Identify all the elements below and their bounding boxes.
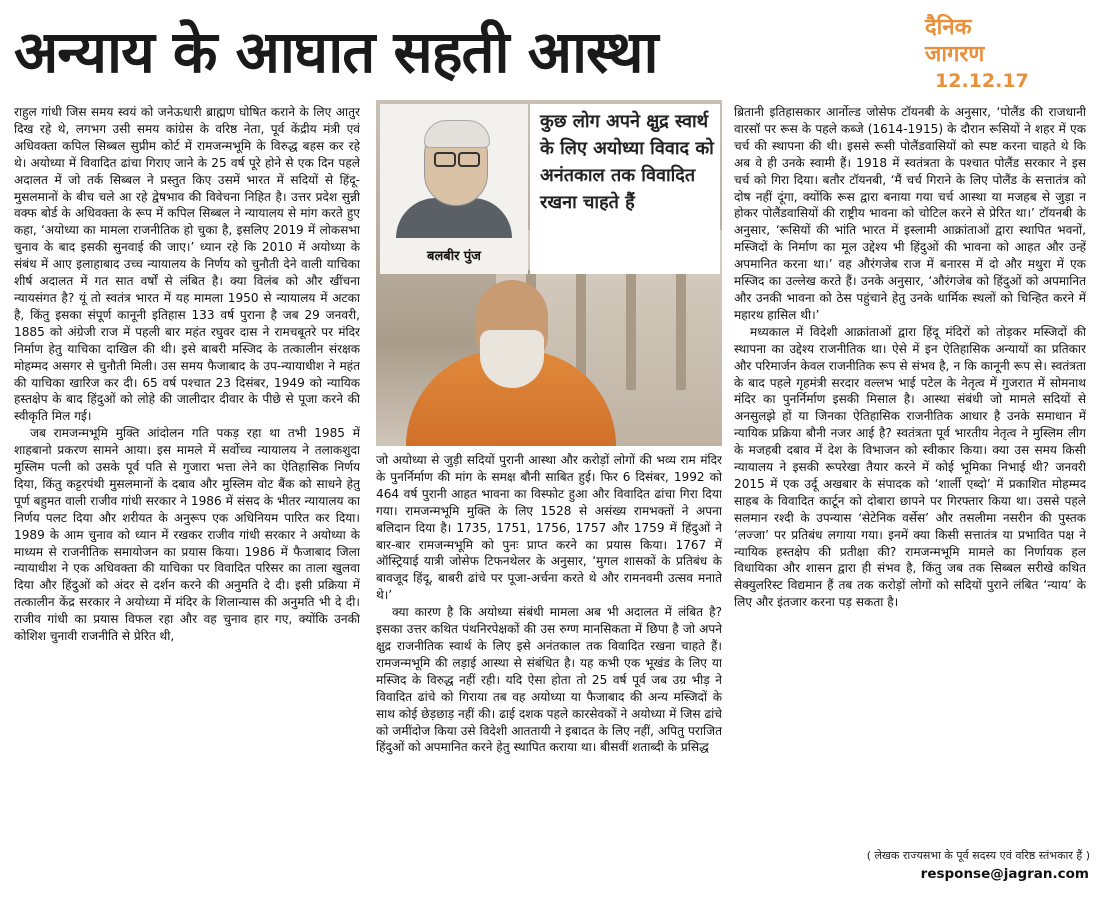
article-column-1 — [14, 104, 360, 890]
glasses-icon — [434, 152, 456, 167]
saffron-robed-man — [406, 280, 616, 446]
author-portrait — [380, 104, 528, 274]
paper-name-line1: दैनिक — [925, 15, 972, 40]
article-headline: अन्याय के आघात सहती आस्था — [14, 18, 658, 86]
author-photo — [396, 116, 512, 236]
author-name: बलबीर पुंज — [427, 249, 481, 264]
paragraph: क्या कारण है कि अयोध्या संबंधी मामला अब भी अदालत में लंबित है? इसका उत्तर कथित पंथनिरपेक्षकों की उस रुग्ण मानसिकता में छिपा है जो अपने क्षुद्र राजनीतिक स्वार्थ के लिए इसे अनंतकाल तक विवादित रखना चाहते हैं। रामजन्मभूमि की लड़ाई आस्था से संबंधित है। यह कभी एक भूखंड के लिए या मस्जिद के विरुद्ध नहीं रही। यदि ऐसा होता तो 25 वर्ष पूर्व जब उग्र भीड़ ने विवादित ढांचे को गिराया तब वह अयोध्या या फैजाबाद की अन्य मस्जिदों के साथ कोई छेड़छाड़ नहीं की। ढाई दशक पहले कारसेवकों ने अयोध्या में जिस ढांचे को जमींदोज किया उसे विदेशी आततायी ने इबादत के लिए नहीं, अपितु पराजित हिंदुओं को अपमानित करने हेतु स्थापित कराया था। बीसवीं शताब्दी के प्रसिद्ध — [376, 605, 722, 755]
hair — [424, 120, 490, 148]
paper-name-line2: जागरण — [925, 42, 985, 67]
paragraph: मध्यकाल में विदेशी आक्रांताओं द्वारा हिंदू मंदिरों को तोड़कर मस्जिदों की स्थापना का उद्देश्य राजनीतिक था। ऐसे में इन ऐतिहासिक अन्यायों का प्रतिकार और परिमार्जन केवल राजनीतिक रूप से संभव है, न कि कानूनी रूप से। स्वतंत्रता के बाद पहले गृहमंत्री सरदार वल्लभ भाई पटेल के नेतृत्व में गुजरात में सोमनाथ मंदिर का पुनर्निर्माण इसकी मिसाल है। आस्था संबंधी जो मामले सदियों से अनसुलझे हों या जिनका ऐतिहासिक राजनीतिक आधार है उनके समाधान में न्यायिक प्रक्रिया बौनी नजर आई है? स्वतंत्रता पूर्व भारतीय नेतृत्व ने मुस्लिम लीग के मजहबी दबाव में देश के विभाजन को स्वीकार किया। क्या उस समय किसी न्यायालय ने इसकी रूपरेखा तैयार करने में कोई भूमिका निभाई थी? जनवरी 2015 में एक उर्दू अखबार के संपादक को ‘शार्ली एब्दो’ में प्रकाशित मोहम्मद साहब के विवादित कार्टून को दोबारा छापने पर गिरफ्तार किया था। उससे पहले सलमान रश्दी के उपन्यास ‘सेटेनिक वर्सेस’ और तसलीमा नसरीन की पुस्तक ‘लज्जा’ पर प्रतिबंध लगाया गया। इनमें क्या किसी सत्तातंत्र या प्रभावित पक्ष ने न्यायिक हस्तक्षेप की प्रतीक्षा की? रामजन्मभूमि मामले का निर्णायक हल विधायिका और शासन द्वारा ही संभव है, किंतु जब तक सिब्बल सरीखे कथित सेक्युलरिस्ट विद्यमान हैं तब तक करोड़ों लोगों को सदियों पुराने लंबित ‘न्याय’ के लिए और इंतजार करना पड़ सकता है। — [734, 324, 1086, 610]
response-email[interactable]: response@jagran.com — [920, 866, 1089, 882]
article-column-2 — [376, 452, 722, 892]
building-pillar — [626, 270, 636, 390]
paragraph: जो अयोध्या से जुड़ी सदियों पुरानी आस्था और करोड़ों लोगों की भव्य राम मंदिर के पुनर्निर्माण की मांग के समक्ष बौनी साबित हुई। फिर 6 दिसंबर, 1992 को 464 वर्ष पुरानी आहत भावना का विस्फोट हुआ और विवादित ढांचा गिरा दिया गया। रामजन्मभूमि मुक्ति के लिए 1528 से असंख्य रामभक्तों ने अपना बलिदान दिया है। 1735, 1751, 1756, 1757 और 1759 में हिंदुओं ने बार-बार रामजन्मभूमि को पुनः प्राप्त करने का प्रयास किया। 1767 में ऑस्ट्रियाई यात्री जोसेफ टिफनथेलर के अनुसार, ‘मुगल शासकों के प्रतिबंध के बावजूद हिंदू, बाबरी ढांचे पर पूजा-अर्चना करते थे और रामनवमी उत्सव मनाते थे।’ — [376, 453, 722, 603]
article-column-3 — [734, 104, 1086, 846]
paragraph: जब रामजन्मभूमि मुक्ति आंदोलन गति पकड़ रहा था तभी 1985 में शाहबानो प्रकरण सामने आया। इस मामले में सर्वोच्च न्यायालय ने तलाकशुदा मुस्लिम पत्नी को उसके पूर्व पति से गुजारा भत्ता लेने का ऐतिहासिक निर्णय दिया, किंतु कट्टरपंथी मुसलमानों के दबाव और मुस्लिम वोट बैंक को साधने हेतु पूर्ण बहुमत वाली राजीव गांधी सरकार ने 1986 में संसद के भीतर न्यायालय का निर्णय पलट दिया और शरीयत के अनुरूप एक अधिनियम पारित कर दिया। 1989 के आम चुनाव को ध्यान में रखकर राजीव गांधी सरकार ने अयोध्या के माध्यम से राजनीतिक समायोजन का प्रयास किया। 1986 में फैजाबाद जिला न्यायाधीश ने एक अधिवक्ता की याचिका पर विवादित परिसर का ताला खुलवा दिया और हिंदुओं को अंदर से दर्शन करने की अनुमति दे दी। इसी प्रक्रिया में तत्कालीन केंद्र सरकार ने अयोध्या में मंदिर के शिलान्यास की अनुमति भी दे दी। राजीव गांधी का प्रयास विफल रहा और वह चुनाव हार गए, क्योंकि उनकी कोशिश चुनावी राजनीति से प्रेरित थी, — [14, 426, 360, 644]
glasses-icon — [458, 152, 480, 167]
building-pillar — [676, 270, 686, 390]
newspaper-masthead — [925, 14, 1090, 104]
pull-quote-box — [530, 104, 720, 274]
paragraph: ब्रितानी इतिहासकार आर्नोल्ड जोसेफ टॉयनबी के अनुसार, ‘पोलैंड की राजधानी वारसॉ पर रूस के पहले कब्जे (1614-1915) के दौरान रूसियों ने शहर में एक चर्च की स्थापना की थी। इससे रूसी पोलैंडवासियों को स्पष्ट करना चाहते थे कि अब वे ही उनके स्वामी हैं। 1918 में स्वतंत्रता के पश्चात पोलैंड सरकार ने इस चर्च को गिरा दिया। बतौर टॉयनबी, ‘मैं चर्च गिराने के लिए पोलैंड के सत्तातंत्र को दोष नहीं दूंगा, क्योंकि रूस द्वारा बनाया गया चर्च आस्था या मजहब से जुड़ा न होकर पोलैंडवासियों की राष्ट्रीय भावना को चोटिल करने से प्रेरित था।’ टॉयनबी के अनुसार, ‘रूसियों की भांति भारत में इस्लामी आक्रांताओं द्वारा स्थापित भवनों, मस्जिदों के निर्माण का मूल उद्देश्य भी हिंदुओं की भावना को आहत और उन्हें अपमानित करना था।’ वह औरंगजेब राज में बनारस में दो और मथुरा में एक मस्जिद का उल्लेख करते हैं। उनके अनुसार, ‘औरंगजेब को हिंदुओं को अपमानित और उनकी भावना को ठेस पहुंचाने हेतु उनके धार्मिक स्थलों को चिन्हित करने में महारथ हासिल थी।’ — [734, 105, 1086, 322]
paragraph: राहुल गांधी जिस समय स्वयं को जनेऊधारी ब्राह्मण घोषित कराने के लिए आतुर दिख रहे थे, लगभग उसी समय कांग्रेस के वरिष्ठ नेता, पूर्व केंद्रीय मंत्री एवं अधिवक्ता कपिल सिब्बल सुप्रीम कोर्ट में रामजन्मभूमि के विरुद्ध बहस कर रहे थे। अयोध्या में विवादित ढांचा गिराए जाने के 25 वर्ष पूरे होने से एक दिन पहले अदालत में जो तर्क सिब्बल ने प्रस्तुत किए उसमें भारत में सदियों से हिंदू-मुसलमानों के बीच चले आ रहे द्वेषभाव की विवेचना निहित है। उत्तर प्रदेश सुन्नी वक्फ बोर्ड के अधिवक्ता के रूप में कपिल सिब्बल ने न्यायालय से मांग करते हुए कहा, ‘अयोध्या का मामला राजनीतिक हो चुका है, इसलिए 2019 में लोकसभा चुनाव के बाद इसकी सुनवाई की जाए।’ ध्यान रहे कि 2010 में अयोध्या के संबंध में आए इलाहाबाद उच्च न्यायालय के निर्णय को चुनौती देने वाली याचिका शीर्ष अदालत में गत सात वर्षों से लंबित है। क्या विलंब को और खींचना न्यायसंगत है? यूं तो स्वतंत्र भारत में यह मामला 1950 से न्यायालय में अटका है, किंतु इसका संपूर्ण कानूनी इतिहास 133 वर्ष पुराना है जब 29 जनवरी, 1885 को अंग्रेजी राज में पहली बार महंत रघुवर दास ने रामचबूतरे पर मंदिर निर्माण हेतु याचिका दाखिल की थी। इसे बाबरी मस्जिद के तत्कालीन संरक्षक मोहम्मद असगर से चुनौती मिली। उस समय फैजाबाद के उप-न्यायाधीश ने महंत की याचिका खारिज कर दी। 65 वर्ष पश्चात 23 दिसंबर, 1949 को न्यायिक हस्तक्षेप के बाद हिंदुओं को लोहे की जालीदार दीवार के पीछे से पूजा करने की स्वीकृति मिल गई। — [14, 105, 360, 424]
publication-date: 12.12.17 — [935, 70, 1029, 92]
pull-quote: कुछ लोग अपने क्षुद्र स्वार्थ के लिए अयोध्या विवाद को अनंतकाल तक विवादित रखना चाहते हैं — [540, 111, 714, 213]
author-byline: ( लेखक राज्यसभा के पूर्व सदस्य एवं वरिष्ठ स्तंभकार हैं ) — [866, 849, 1090, 862]
